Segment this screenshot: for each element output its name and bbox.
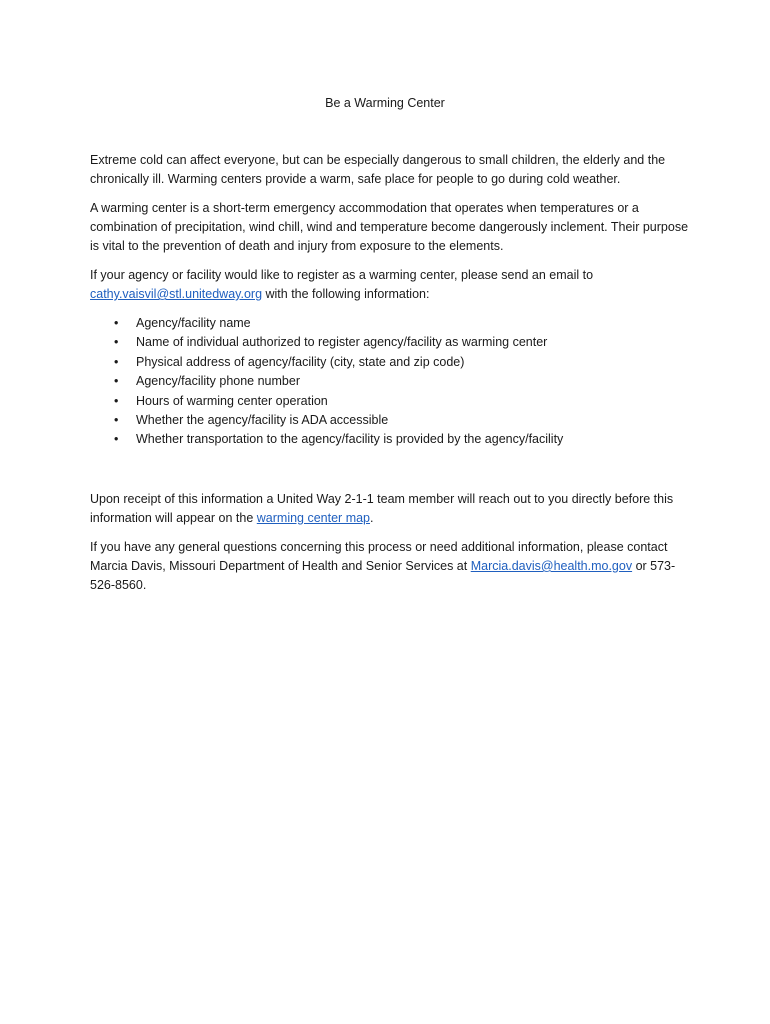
- list-item: [90, 314, 690, 333]
- list-item: [90, 392, 690, 411]
- document-body: [90, 151, 690, 605]
- bullet-icon: •: [114, 335, 119, 350]
- bullet-icon: •: [114, 316, 119, 330]
- list-item-text: Whether the agency/facility is ADA accessible: [136, 413, 389, 428]
- registration-email-link[interactable]: cathy.vaisvil@stl.unitedway.org: [90, 287, 263, 301]
- list-item-text: Whether transportation to the agency/facility is provided by the agency/facility: [136, 432, 564, 447]
- bullet-icon: •: [114, 432, 119, 447]
- bullet-icon: •: [114, 413, 119, 428]
- list-item: [90, 411, 690, 430]
- bullet-icon: •: [114, 374, 119, 389]
- list-item-text: Agency/facility phone number: [136, 374, 300, 389]
- registration-paragraph: [90, 266, 690, 304]
- contact-paragraph: [90, 538, 690, 595]
- required-info-list: [90, 314, 690, 450]
- list-item: [90, 372, 690, 391]
- intro-paragraph: Extreme cold can affect everyone, but can be especially dangerous to small children, the elderly and the chronically ill. Warming centers provide a warm, safe place for people to go during cold weather.: [90, 153, 666, 186]
- bullet-icon: •: [114, 393, 119, 408]
- follow-up-text: Upon receipt of this information a United Way 2-1-1 team member will reach out to you directly before this information will appear on the: [90, 491, 674, 525]
- warming-center-map-link[interactable]: warming center map: [256, 510, 371, 525]
- follow-up-text-end: .: [370, 510, 374, 525]
- registration-text: If your agency or facility would like to register as a warming center, please send an email to: [90, 268, 594, 282]
- definition-paragraph: A warming center is a short-term emergency accommodation that operates when temperatures or a combination of precipitation, wind chill, wind and temperature become dangerously inclement. Their purpose is vital to the prevention of death and injury from exposure to the elements.: [90, 201, 689, 253]
- registration-text-end: with the following information:: [262, 287, 430, 301]
- bullet-icon: •: [114, 354, 119, 369]
- list-item: [90, 430, 690, 449]
- list-item-text: Agency/facility name: [136, 316, 251, 330]
- list-item-text: Hours of warming center operation: [136, 393, 328, 408]
- section-spacer: [90, 450, 690, 490]
- document-title: Be a Warming Center: [325, 96, 445, 110]
- contact-text: If you have any general questions concerning this process or need additional information, please contact Marcia Davis, Missouri Department of Health and Senior Services at: [90, 539, 668, 573]
- list-item: [90, 333, 690, 352]
- follow-up-paragraph: [90, 490, 690, 528]
- contact-text-end: or 573-526-8560.: [90, 558, 676, 592]
- contact-email-link[interactable]: Marcia.davis@health.mo.gov: [470, 558, 633, 573]
- list-item-text: Physical address of agency/facility (city, state and zip code): [136, 354, 465, 369]
- list-item: [90, 353, 690, 372]
- list-item-text: Name of individual authorized to register agency/facility as warming center: [136, 335, 548, 350]
